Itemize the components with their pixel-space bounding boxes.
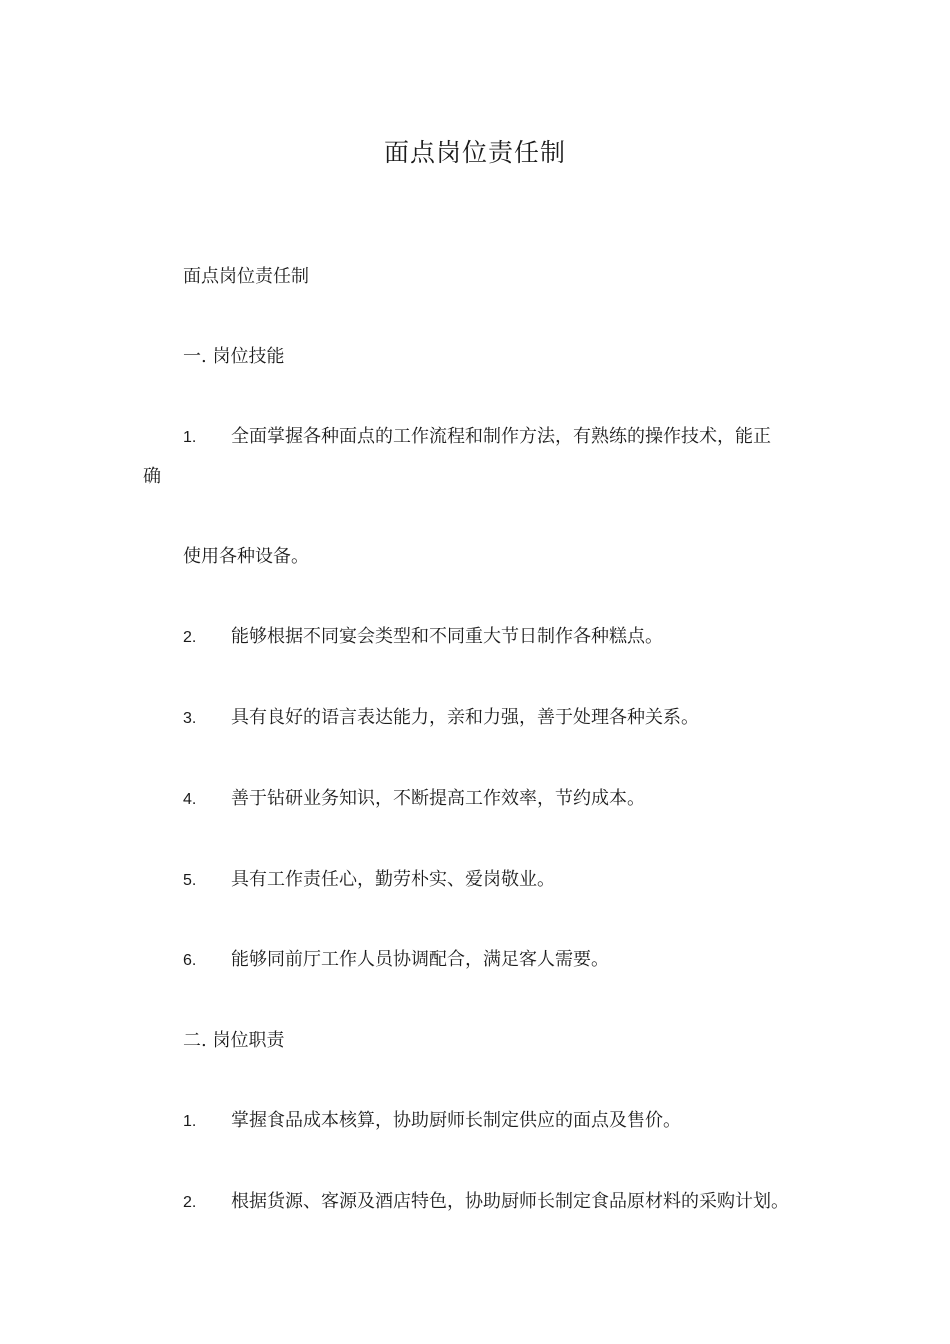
- list-item-number: 1.: [183, 429, 197, 446]
- list-item-continuation: 使用各种设备。: [183, 546, 309, 567]
- document-title: 面点岗位责任制: [383, 138, 566, 167]
- list-item-text: 能够同前厅工作人员协调配合，满足客人需要。: [231, 949, 609, 970]
- list-item: [183, 425, 771, 450]
- list-item: [183, 625, 663, 650]
- list-item-continuation: 确: [143, 466, 161, 487]
- list-item-number: 2.: [183, 1194, 197, 1211]
- list-item: [183, 1109, 681, 1134]
- list-item: [183, 706, 699, 731]
- list-item-text: 根据货源、客源及酒店特色，协助厨师长制定食品原材料的采购计划。: [231, 1191, 789, 1212]
- list-item-number: 3.: [183, 710, 197, 727]
- list-item-text: 具有工作责任心，勤劳朴实、爱岗敬业。: [231, 869, 555, 890]
- list-item-text: 善于钻研业务知识，不断提高工作效率，节约成本。: [231, 788, 645, 809]
- list-item-number: 4.: [183, 791, 197, 808]
- section1-heading: 一. 岗位技能: [183, 346, 285, 367]
- section2-heading: 二. 岗位职责: [183, 1030, 285, 1051]
- list-item-number: 6.: [183, 952, 197, 969]
- list-item: [183, 948, 609, 973]
- list-item: [183, 1190, 789, 1215]
- list-item-number: 5.: [183, 872, 197, 889]
- list-item: [183, 787, 645, 812]
- list-item-number: 1.: [183, 1113, 197, 1130]
- list-item-number: 2.: [183, 629, 197, 646]
- list-item-text: 掌握食品成本核算，协助厨师长制定供应的面点及售价。: [231, 1110, 681, 1131]
- list-item-text: 能够根据不同宴会类型和不同重大节日制作各种糕点。: [231, 626, 663, 647]
- list-item-text: 具有良好的语言表达能力，亲和力强，善于处理各种关系。: [231, 707, 699, 728]
- list-item-text: 全面掌握各种面点的工作流程和制作方法，有熟练的操作技术，能正: [231, 426, 771, 447]
- list-item: [183, 868, 555, 893]
- document-subtitle: 面点岗位责任制: [183, 266, 309, 287]
